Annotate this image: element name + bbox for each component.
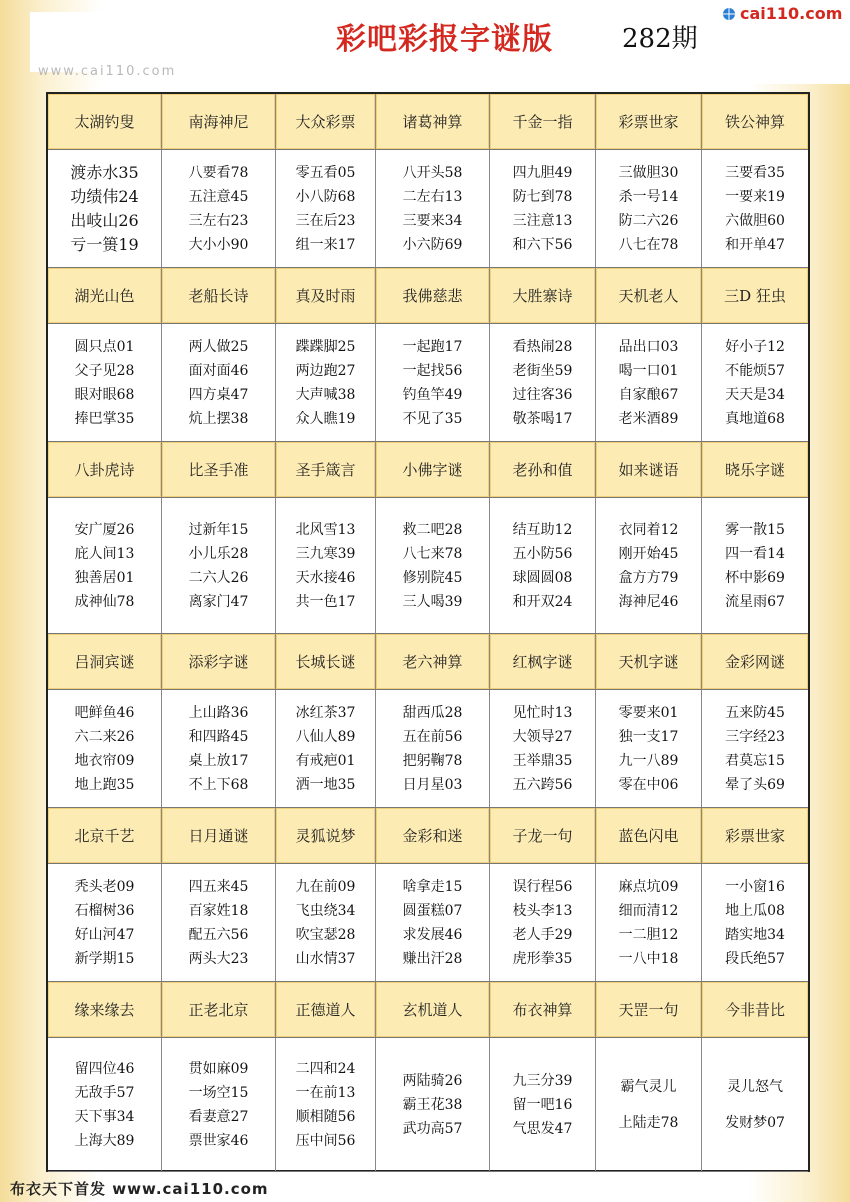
riddle-line: 冰红茶37	[295, 704, 356, 721]
riddle-line: 小八防68	[295, 188, 356, 205]
riddle-line: 亏一篑19	[70, 234, 139, 254]
riddle-line: 不上下68	[188, 776, 249, 793]
riddle-line: 吧鲜鱼46	[74, 704, 135, 721]
riddle-line: 眼对眼68	[74, 386, 135, 403]
riddle-cell	[48, 498, 162, 633]
riddle-line: 真地道68	[725, 410, 785, 427]
predictor-name: 千金一指	[490, 94, 596, 149]
riddle-line: 石榴树36	[74, 902, 135, 919]
predictor-name: 今非昔比	[702, 982, 808, 1037]
riddle-line: 杀一号14	[618, 188, 679, 205]
riddle-line: 流星雨67	[725, 593, 785, 610]
predictor-name: 我佛慈悲	[376, 268, 490, 323]
riddle-line: 炕上摆38	[188, 410, 249, 427]
riddle-line: 众人瞧19	[295, 410, 356, 427]
riddle-cell	[276, 1038, 376, 1171]
riddle-line: 王举鼎35	[512, 752, 573, 769]
riddle-cell	[702, 864, 808, 981]
riddle-cell	[490, 1038, 596, 1171]
riddle-line: 杯中影69	[725, 569, 785, 586]
predictor-name: 真及时雨	[276, 268, 376, 323]
riddle-line: 零在中06	[618, 776, 679, 793]
riddle-line: 压中间56	[295, 1132, 356, 1149]
predictor-name: 大众彩票	[276, 94, 376, 149]
riddle-line: 新学期15	[74, 950, 135, 967]
riddle-line: 好小子12	[725, 338, 785, 355]
riddle-line: 八仙人89	[295, 728, 356, 745]
riddle-line: 圆蛋糕07	[402, 902, 463, 919]
riddle-cell	[490, 690, 596, 807]
riddle-line: 防七到78	[512, 188, 573, 205]
riddle-cell	[702, 1038, 808, 1171]
predictor-name: 彩票世家	[596, 94, 702, 149]
riddle-line: 大领导27	[512, 728, 573, 745]
predictor-name: 蓝色闪电	[596, 808, 702, 863]
riddle-cell	[48, 1038, 162, 1171]
header-row	[48, 982, 808, 1038]
riddle-cell	[162, 324, 276, 441]
riddle-line: 地上跑35	[74, 776, 135, 793]
predictor-name: 湖光山色	[48, 268, 162, 323]
riddle-line: 八开头58	[402, 164, 463, 181]
riddle-line: 钓鱼竿49	[402, 386, 463, 403]
riddle-line: 上陆走78	[618, 1114, 679, 1131]
riddle-cell	[490, 864, 596, 981]
riddle-cell	[162, 150, 276, 267]
riddle-line: 地衣帘09	[74, 752, 135, 769]
predictor-name: 晓乐字谜	[702, 442, 808, 497]
riddle-line: 敬茶喝17	[512, 410, 573, 427]
header-white-box-left	[30, 12, 272, 72]
riddle-cell	[596, 150, 702, 267]
riddle-cell	[596, 1038, 702, 1171]
riddle-line: 喝一口01	[618, 362, 679, 379]
riddle-line: 啥拿走15	[402, 878, 463, 895]
riddle-line: 虎形拳35	[512, 950, 573, 967]
riddle-line: 三字经23	[725, 728, 785, 745]
riddle-line: 赚出汗28	[402, 950, 463, 967]
riddle-line: 八要看78	[188, 164, 249, 181]
riddle-line: 二六人26	[188, 569, 249, 586]
riddle-cell	[376, 498, 490, 633]
riddle-row	[48, 864, 808, 982]
riddle-line: 一要来19	[725, 188, 785, 205]
predictor-name: 小佛字谜	[376, 442, 490, 497]
header-row	[48, 808, 808, 864]
predictor-name: 老孙和值	[490, 442, 596, 497]
predictor-name: 大胜寨诗	[490, 268, 596, 323]
riddle-line: 四一看14	[725, 545, 785, 562]
riddle-line: 麻点坑09	[618, 878, 679, 895]
riddle-line: 五在前56	[402, 728, 463, 745]
predictor-name: 红枫字谜	[490, 634, 596, 689]
riddle-line: 段氏绝57	[725, 950, 785, 967]
riddle-cell	[376, 150, 490, 267]
riddle-row	[48, 1038, 808, 1172]
riddle-line: 洒一地35	[295, 776, 356, 793]
riddle-line: 好山河47	[74, 926, 135, 943]
riddle-line: 出岐山26	[70, 210, 139, 230]
riddle-row	[48, 150, 808, 268]
riddle-line: 球圆圆08	[512, 569, 573, 586]
riddle-line: 老米酒89	[618, 410, 679, 427]
riddle-line: 武功高57	[402, 1120, 463, 1137]
riddle-line: 防二六26	[618, 212, 679, 229]
riddle-cell	[376, 324, 490, 441]
riddle-line: 五注意45	[188, 188, 249, 205]
predictor-name: 正老北京	[162, 982, 276, 1037]
riddle-line: 和六下56	[512, 236, 573, 253]
riddle-cell	[162, 498, 276, 633]
riddle-line: 无敌手57	[74, 1084, 135, 1101]
riddle-line: 求发展46	[402, 926, 463, 943]
riddle-line: 六做胆60	[725, 212, 785, 229]
riddle-line: 百家姓18	[188, 902, 249, 919]
riddle-cell	[276, 864, 376, 981]
riddle-cell	[276, 150, 376, 267]
riddle-line: 看热闹28	[512, 338, 573, 355]
riddle-row	[48, 498, 808, 634]
riddle-line: 把躬鞠78	[402, 752, 463, 769]
predictor-name: 缘来缘去	[48, 982, 162, 1037]
riddle-line: 君莫忘15	[725, 752, 785, 769]
predictor-name: 老船长诗	[162, 268, 276, 323]
riddle-cell	[48, 324, 162, 441]
riddle-line: 三九寒39	[295, 545, 356, 562]
header-row	[48, 634, 808, 690]
riddle-cell	[276, 690, 376, 807]
header-row	[48, 94, 808, 150]
riddle-line: 九三分39	[512, 1072, 573, 1089]
riddle-line: 五小防56	[512, 545, 573, 562]
riddle-line: 不能烦57	[725, 362, 785, 379]
riddle-line: 一在前13	[295, 1084, 356, 1101]
riddle-line: 五六跨56	[512, 776, 573, 793]
predictor-name: 彩票世家	[702, 808, 808, 863]
riddle-line: 三左右23	[188, 212, 249, 229]
predictor-name: 三D 狂虫	[702, 268, 808, 323]
riddle-cell	[48, 690, 162, 807]
riddle-line: 晕了头69	[725, 776, 785, 793]
riddle-line: 上山路36	[188, 704, 249, 721]
riddle-line: 大小小90	[188, 236, 249, 253]
predictor-name: 铁公神算	[702, 94, 808, 149]
riddle-line: 九在前09	[295, 878, 356, 895]
predictor-name: 老六神算	[376, 634, 490, 689]
riddle-line: 衣同着12	[618, 521, 679, 538]
header-white-box-middle	[346, 60, 576, 82]
header-row	[48, 442, 808, 498]
riddle-line: 桌上放17	[188, 752, 249, 769]
riddle-cell	[376, 1038, 490, 1171]
riddle-line: 修别院45	[402, 569, 463, 586]
riddle-cell	[702, 498, 808, 633]
predictor-name: 比圣手准	[162, 442, 276, 497]
riddle-cell	[376, 864, 490, 981]
riddle-cell	[596, 864, 702, 981]
predictor-name: 八卦虎诗	[48, 442, 162, 497]
riddle-line: 过新年15	[188, 521, 249, 538]
riddle-line: 三人喝39	[402, 593, 463, 610]
riddle-line: 安广厦26	[74, 521, 135, 538]
riddle-line: 三在后23	[295, 212, 356, 229]
riddle-line: 雾一散15	[725, 521, 785, 538]
riddle-cell	[490, 324, 596, 441]
riddle-line: 地上瓜08	[725, 902, 785, 919]
riddle-line: 离家门47	[188, 593, 249, 610]
riddle-line: 小儿乐28	[188, 545, 249, 562]
predictor-name: 南海神尼	[162, 94, 276, 149]
riddle-cell	[162, 864, 276, 981]
riddle-line: 老人手29	[512, 926, 573, 943]
riddle-line: 有戒疤01	[295, 752, 356, 769]
globe-icon	[722, 7, 736, 21]
riddle-line: 二四和24	[295, 1060, 356, 1077]
riddle-line: 发财梦07	[725, 1114, 785, 1131]
riddle-line: 零五看05	[295, 164, 356, 181]
riddle-line: 天水接46	[295, 569, 356, 586]
riddle-line: 霸王花38	[402, 1096, 463, 1113]
riddle-line: 品出口03	[618, 338, 679, 355]
riddle-line: 日月星03	[402, 776, 463, 793]
predictor-name: 正德道人	[276, 982, 376, 1037]
riddle-line: 小六防69	[402, 236, 463, 253]
predictor-name: 金彩网谜	[702, 634, 808, 689]
predictor-name: 天罡一句	[596, 982, 702, 1037]
riddle-line: 甜西瓜28	[402, 704, 463, 721]
riddle-line: 老街坐59	[512, 362, 573, 379]
riddle-line: 吹宝瑟28	[295, 926, 356, 943]
riddle-line: 结互助12	[512, 521, 573, 538]
riddle-line: 贯如麻09	[188, 1060, 249, 1077]
riddle-line: 票世家46	[188, 1132, 249, 1149]
riddle-line: 四方桌47	[188, 386, 249, 403]
riddle-line: 共一色17	[295, 593, 356, 610]
riddle-line: 救二吧28	[402, 521, 463, 538]
riddle-line: 盒方方79	[618, 569, 679, 586]
site-logo-text: cai110.com	[740, 4, 843, 23]
riddle-line: 海神尼46	[618, 593, 679, 610]
riddle-line: 和四路45	[188, 728, 249, 745]
riddle-line: 二左右13	[402, 188, 463, 205]
riddle-line: 山水情37	[295, 950, 356, 967]
riddle-line: 一场空15	[188, 1084, 249, 1101]
riddle-line: 四九胆49	[512, 164, 573, 181]
riddle-line: 渡赤水35	[70, 162, 139, 182]
faint-url-watermark: www.cai110.com	[38, 64, 177, 79]
riddle-line: 八七在78	[618, 236, 679, 253]
riddle-cell	[276, 324, 376, 441]
riddle-line: 五来防45	[725, 704, 785, 721]
riddle-line: 气思发47	[512, 1120, 573, 1137]
predictor-name: 布衣神算	[490, 982, 596, 1037]
riddle-cell	[276, 498, 376, 633]
riddle-line: 和开单47	[725, 236, 785, 253]
riddle-cell	[162, 690, 276, 807]
riddle-line: 三注意13	[512, 212, 573, 229]
riddle-line: 三要看35	[725, 164, 785, 181]
riddle-line: 配五六56	[188, 926, 249, 943]
riddle-line: 六二来26	[74, 728, 135, 745]
riddle-cell	[596, 498, 702, 633]
riddle-line: 庇人间13	[74, 545, 135, 562]
riddle-line: 两头大23	[188, 950, 249, 967]
riddle-cell	[702, 150, 808, 267]
riddle-line: 误行程56	[512, 878, 573, 895]
riddle-line: 留一吧16	[512, 1096, 573, 1113]
riddle-line: 天天是34	[725, 386, 785, 403]
riddle-row	[48, 690, 808, 808]
predictor-name: 金彩和迷	[376, 808, 490, 863]
riddle-line: 独一支17	[618, 728, 679, 745]
predictor-name: 灵狐说梦	[276, 808, 376, 863]
riddle-line: 面对面46	[188, 362, 249, 379]
riddle-line: 组一来17	[295, 236, 356, 253]
page-title: 彩吧彩报字谜版	[336, 22, 553, 57]
riddle-line: 北风雪13	[295, 521, 356, 538]
riddle-line: 大声喊38	[295, 386, 356, 403]
riddle-line: 两边跑27	[295, 362, 356, 379]
riddle-line: 上海大89	[74, 1132, 135, 1149]
riddle-line: 一起找56	[402, 362, 463, 379]
riddle-line: 枝头李13	[512, 902, 573, 919]
riddle-line: 细而清12	[618, 902, 679, 919]
riddle-line: 飞虫绕34	[295, 902, 356, 919]
riddle-line: 过往客36	[512, 386, 573, 403]
riddle-line: 一起跑17	[402, 338, 463, 355]
riddle-cell	[48, 150, 162, 267]
riddle-line: 蹀蹀脚25	[295, 338, 356, 355]
predictor-name: 玄机道人	[376, 982, 490, 1037]
header-row	[48, 268, 808, 324]
riddle-table	[46, 92, 810, 1172]
riddle-line: 天下事34	[74, 1108, 135, 1125]
riddle-line: 功绩伟24	[70, 186, 139, 206]
predictor-name: 子龙一句	[490, 808, 596, 863]
riddle-cell	[376, 690, 490, 807]
riddle-line: 独善居01	[74, 569, 135, 586]
riddle-line: 见忙时13	[512, 704, 573, 721]
riddle-cell	[702, 690, 808, 807]
riddle-line: 霸气灵儿	[620, 1078, 677, 1095]
riddle-line: 四五来45	[188, 878, 249, 895]
riddle-line: 一二胆12	[618, 926, 679, 943]
riddle-line: 留四位46	[74, 1060, 135, 1077]
predictor-name: 如来谜语	[596, 442, 702, 497]
riddle-line: 成神仙78	[74, 593, 135, 610]
riddle-cell	[162, 1038, 276, 1171]
riddle-cell	[702, 324, 808, 441]
riddle-cell	[490, 150, 596, 267]
riddle-cell	[596, 690, 702, 807]
riddle-line: 和开双24	[512, 593, 573, 610]
predictor-name: 添彩字谜	[162, 634, 276, 689]
riddle-line: 踏实地34	[725, 926, 785, 943]
riddle-line: 看妻意27	[188, 1108, 249, 1125]
riddle-line: 八七来78	[402, 545, 463, 562]
predictor-name: 圣手箴言	[276, 442, 376, 497]
riddle-line: 两陆骑26	[402, 1072, 463, 1089]
riddle-line: 自家酿67	[618, 386, 679, 403]
riddle-line: 一小窗16	[725, 878, 785, 895]
footer-credit: 布衣天下首发 www.cai110.com	[10, 1180, 269, 1198]
riddle-row	[48, 324, 808, 442]
predictor-name: 吕洞宾谜	[48, 634, 162, 689]
riddle-line: 不见了35	[402, 410, 463, 427]
site-logo[interactable]	[722, 4, 842, 23]
riddle-line: 一八中18	[618, 950, 679, 967]
predictor-name: 天机老人	[596, 268, 702, 323]
predictor-name: 北京千艺	[48, 808, 162, 863]
predictor-name: 日月通谜	[162, 808, 276, 863]
riddle-line: 三做胆30	[618, 164, 679, 181]
predictor-name: 长城长谜	[276, 634, 376, 689]
riddle-cell	[596, 324, 702, 441]
riddle-line: 刚开始45	[618, 545, 679, 562]
riddle-line: 灵儿怒气	[727, 1078, 783, 1095]
riddle-cell	[48, 864, 162, 981]
riddle-line: 零要来01	[618, 704, 679, 721]
riddle-line: 两人做25	[188, 338, 249, 355]
riddle-line: 秃头老09	[74, 878, 135, 895]
issue-number: 282期	[622, 24, 698, 54]
riddle-line: 圆只点01	[74, 338, 135, 355]
predictor-name: 太湖钓叟	[48, 94, 162, 149]
riddle-line: 三要来34	[402, 212, 463, 229]
predictor-name: 诸葛神算	[376, 94, 490, 149]
riddle-line: 顺相随56	[295, 1108, 356, 1125]
riddle-line: 九一八89	[618, 752, 679, 769]
riddle-line: 捧巴掌35	[74, 410, 135, 427]
predictor-name: 天机字谜	[596, 634, 702, 689]
riddle-line: 父子见28	[74, 362, 135, 379]
riddle-cell	[490, 498, 596, 633]
